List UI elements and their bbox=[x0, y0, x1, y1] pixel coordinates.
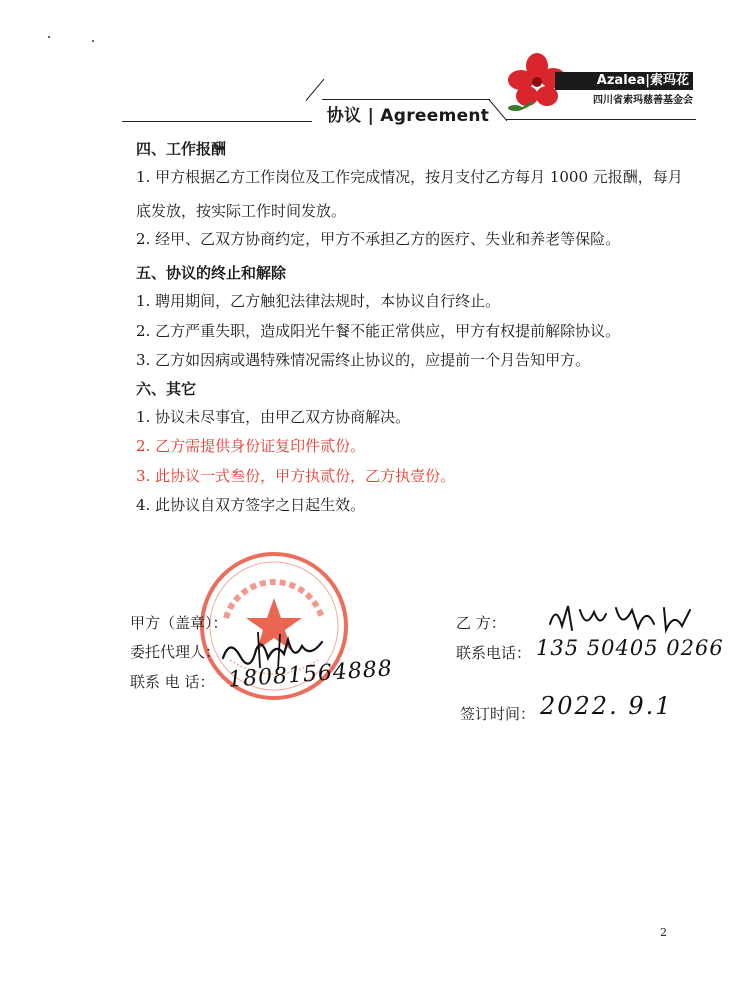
clause-text-highlighted: 2. 乙方需提供身份证复印件贰份。 bbox=[136, 437, 366, 455]
party-b-signature bbox=[546, 600, 696, 636]
clause-text: 4. 此协议自双方签字之日起生效。 bbox=[136, 496, 366, 514]
section-heading: 四、工作报酬 bbox=[136, 140, 227, 158]
scan-speck bbox=[92, 40, 94, 42]
clause-text: 1. 甲方根据乙方工作岗位及工作完成情况，按月支付乙方每月 1000 元报酬，每月底发放，按实际工作时间发放。 bbox=[136, 168, 683, 220]
sign-date-label: 签订时间： bbox=[460, 705, 536, 723]
logo-organization-name: 四川省索玛慈善基金会 bbox=[593, 95, 693, 106]
header-rule-top bbox=[322, 99, 490, 100]
section-heading: 五、协议的终止和解除 bbox=[136, 264, 287, 282]
page-number: 2 bbox=[660, 926, 667, 939]
contact-a-phone: 18081564888 bbox=[227, 656, 394, 693]
party-b-label: 乙 方： bbox=[456, 614, 506, 632]
header-rule-right bbox=[506, 119, 696, 120]
clause-text: 1. 协议未尽事宜，由甲乙双方协商解决。 bbox=[136, 408, 411, 426]
contact-a-label: 联系 电 话： bbox=[130, 673, 215, 691]
scan-speck bbox=[48, 36, 50, 38]
clause-text: 3. 乙方如因病或遇特殊情况需终止协议的，应提前一个月告知甲方。 bbox=[136, 351, 591, 369]
logo-brand: Azalea|索玛花 bbox=[555, 72, 693, 90]
party-a-label: 甲方（盖章）： bbox=[130, 614, 228, 632]
contact-b-phone: 135 50405 0266 bbox=[536, 636, 724, 660]
document-title: 协议 | Agreement bbox=[326, 106, 490, 126]
clause-text-highlighted: 3. 此协议一式叁份，甲方执贰份，乙方执壹份。 bbox=[136, 467, 456, 485]
contact-b-label: 联系电话： bbox=[456, 644, 532, 662]
clause-text: 2. 经甲、乙双方协商约定，甲方不承担乙方的医疗、失业和养老等保险。 bbox=[136, 230, 621, 248]
sign-date-value: 2022. 9.1 bbox=[540, 692, 673, 720]
header-rule-left bbox=[122, 121, 312, 122]
section-heading: 六、其它 bbox=[136, 380, 197, 398]
clause-text: 1. 聘用期间，乙方触犯法律法规时，本协议自行终止。 bbox=[136, 292, 501, 310]
header-rule-slant bbox=[306, 79, 325, 101]
clause-text: 2. 乙方严重失职，造成阳光午餐不能正常供应，甲方有权提前解除协议。 bbox=[136, 322, 621, 340]
organization-logo bbox=[505, 52, 695, 112]
agent-label: 委托代理人： bbox=[130, 643, 221, 661]
